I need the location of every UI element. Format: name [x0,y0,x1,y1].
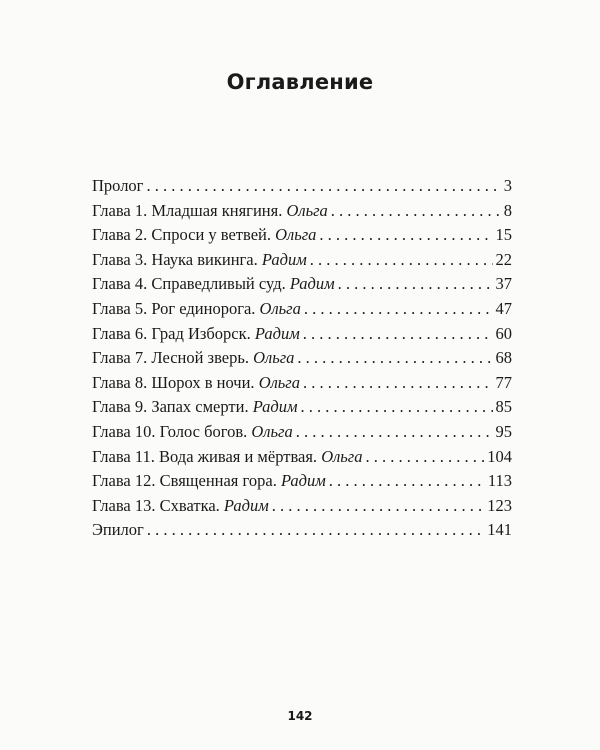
toc-entry [92,496,512,521]
toc-page-number: 37 [495,274,512,294]
chapter-title: Глава 3. Наука викинга. [92,249,262,269]
chapter-narrator: Ольга [321,446,363,466]
toc-entry [92,520,512,545]
toc-entry [92,201,512,226]
chapter-title: Глава 2. Спроси у ветвей. [92,225,276,245]
toc-page-number: 22 [495,249,512,269]
toc-entry [92,324,512,349]
chapter-narrator: Радим [280,471,326,491]
chapter-title: Глава 10. Голос богов. [92,421,252,441]
chapter-title: Эпилог [92,520,144,540]
toc-page-number: 85 [495,397,512,417]
toc-entry [92,447,512,472]
toc-entry [92,373,512,398]
chapter-title: Пролог [92,176,144,195]
dot-leader [319,225,492,245]
chapter-narrator: Ольга [251,421,293,441]
table-of-contents [92,176,512,545]
toc-entry [92,274,512,299]
toc-entry-label [92,496,269,516]
toc-page-number: 104 [487,446,512,466]
toc-entry-label [92,373,300,393]
toc-page-number: 15 [495,225,512,245]
chapter-title: Глава 5. Рог единорога. [92,298,260,318]
chapter-narrator: Ольга [259,298,301,318]
dot-leader [338,274,493,294]
toc-entry-label [92,225,316,245]
toc-entry [92,250,512,275]
toc-page-number: 123 [487,495,512,515]
chapter-title: Глава 1. Младшая княгиня. [92,200,287,220]
chapter-narrator: Ольга [258,372,300,392]
toc-entry-label [92,447,363,467]
chapter-title: Глава 11. Вода живая и мёртвая. [92,446,322,466]
toc-entry [92,471,512,496]
toc-entry [92,299,512,324]
toc-entry-label [92,397,298,417]
toc-page-number: 95 [495,421,512,441]
chapter-narrator: Ольга [275,225,317,245]
toc-entry [92,176,512,201]
toc-page-number: 8 [503,200,512,220]
toc-entry-label [92,324,300,344]
toc-entry-label [92,422,293,442]
chapter-narrator: Ольга [286,200,328,220]
dot-leader [366,447,485,467]
dot-leader [146,176,500,196]
dot-leader [303,373,493,393]
toc-entry-label [92,176,143,196]
dot-leader [296,422,493,442]
dot-leader [301,397,493,417]
dot-leader [303,324,493,344]
toc-entry-label [92,250,307,270]
chapter-title: Глава 9. Запах смерти. [92,397,253,417]
toc-page-number: 3 [503,176,512,195]
toc-entry-label [92,274,335,294]
toc-page-number: 47 [495,298,512,318]
toc-entry-label [92,471,326,491]
page-number: 142 [287,709,313,723]
chapter-title: Глава 6. Град Изборск. [92,323,255,343]
dot-leader [331,201,501,221]
chapter-title: Глава 12. Священная гора. [92,471,281,491]
toc-entry-label [92,520,144,540]
toc-entry [92,422,512,447]
dot-leader [147,520,484,540]
chapter-narrator: Радим [252,397,298,417]
toc-page-number: 77 [495,372,512,392]
toc-entry-label [92,299,301,319]
toc-page-number: 141 [487,520,512,540]
chapter-narrator: Радим [223,495,269,515]
toc-entry [92,397,512,422]
toc-page-number: 60 [495,323,512,343]
dot-leader [304,299,493,319]
chapter-title: Глава 7. Лесной зверь. [92,348,254,368]
dot-leader [272,496,485,516]
chapter-title: Глава 8. Шорох в ночи. [92,372,259,392]
toc-entry-label [92,201,328,221]
toc-page-number: 68 [495,348,512,368]
chapter-narrator: Радим [261,249,307,269]
toc-page-number: 113 [487,471,512,491]
dot-leader [310,250,493,270]
chapter-narrator: Ольга [253,348,295,368]
chapter-title: Глава 13. Схватка. [92,495,224,515]
chapter-title: Глава 4. Справедливый суд. [92,274,290,294]
toc-entry [92,225,512,250]
toc-entry [92,348,512,373]
chapter-narrator: Радим [254,323,300,343]
page-title: Оглавление [226,70,374,94]
toc-entry-label [92,348,294,368]
dot-leader [297,348,492,368]
dot-leader [329,471,485,491]
chapter-narrator: Радим [289,274,335,294]
